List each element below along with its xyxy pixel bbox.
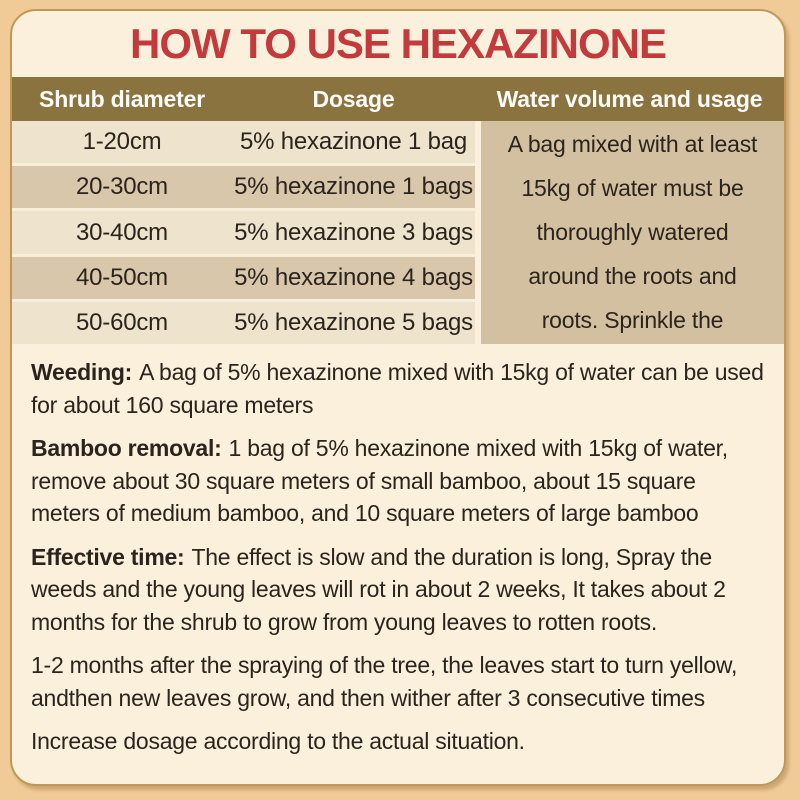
table-row	[12, 121, 475, 163]
water-note-line: around the roots and	[528, 262, 737, 289]
diameter-cell: 50-60cm	[76, 308, 168, 336]
water-note-line: roots. Sprinkle the	[541, 306, 724, 333]
diameter-cell: 1-20cm	[82, 128, 162, 156]
instruction-card	[10, 9, 786, 786]
water-note-line: 15kg of water must be	[521, 175, 744, 202]
table-body	[12, 121, 784, 344]
water-note-line: thoroughly watered	[536, 218, 729, 245]
table-row	[12, 254, 475, 299]
note-increase-dosage	[31, 725, 765, 758]
table-rows	[12, 121, 475, 344]
dosage-cell: 5% hexazinone 4 bags	[234, 263, 473, 291]
usage-notes	[12, 344, 784, 758]
column-header-dosage: Dosage	[312, 85, 395, 112]
diameter-cell: 20-30cm	[76, 173, 168, 201]
table-row	[12, 208, 475, 253]
note-text: A bag of 5% hexazinone mixed with 15kg of water can be used for about 160 square meters	[31, 359, 764, 418]
dosage-cell: 5% hexazinone 1 bags	[234, 173, 473, 201]
water-volume-cell	[481, 121, 784, 344]
note-bamboo-removal	[31, 432, 765, 530]
table-row	[12, 163, 475, 208]
table-row	[12, 299, 475, 344]
note-text: Increase dosage according to the actual situation.	[31, 728, 525, 754]
note-label: Weeding:	[31, 359, 133, 385]
page-title: HOW TO USE HEXAZINONE	[130, 20, 666, 67]
note-label: Bamboo removal:	[31, 435, 222, 461]
dosage-cell: 5% hexazinone 3 bags	[234, 218, 473, 246]
column-header-shrub-diameter: Shrub diameter	[39, 85, 205, 112]
dosage-table	[12, 77, 784, 344]
note-label: Effective time:	[31, 543, 185, 570]
note-text: The effect is slow and the duration is long, Spray the weeds and the young leaves will rot in about 2 weeks, It takes about 2 months for the shrub to grow from young leaves to rotten roots.	[31, 543, 726, 635]
dosage-cell: 5% hexazinone 1 bag	[239, 128, 468, 156]
table-header-row	[12, 77, 784, 121]
note-weeding	[31, 356, 765, 421]
column-header-water-volume: Water volume and usage	[496, 85, 763, 112]
water-note-line: A bag mixed with at least	[507, 131, 758, 158]
diameter-cell: 30-40cm	[76, 218, 168, 246]
note-text: 1-2 months after the spraying of the tree, the leaves start to turn yellow, andthen new leaves grow, and then wither after 3 consecutive times	[31, 652, 738, 711]
diameter-cell: 40-50cm	[76, 263, 168, 291]
note-text: 1 bag of 5% hexazinone mixed with 15kg of water, remove about 30 square meters of small bamboo, about 15 square meters of medium bamboo, and 10 square meters of large bamboo	[31, 435, 728, 526]
note-effective-time	[31, 541, 765, 639]
note-leaf-cycle	[31, 649, 765, 714]
dosage-cell: 5% hexazinone 5 bags	[234, 308, 473, 336]
title-bar	[12, 11, 784, 77]
